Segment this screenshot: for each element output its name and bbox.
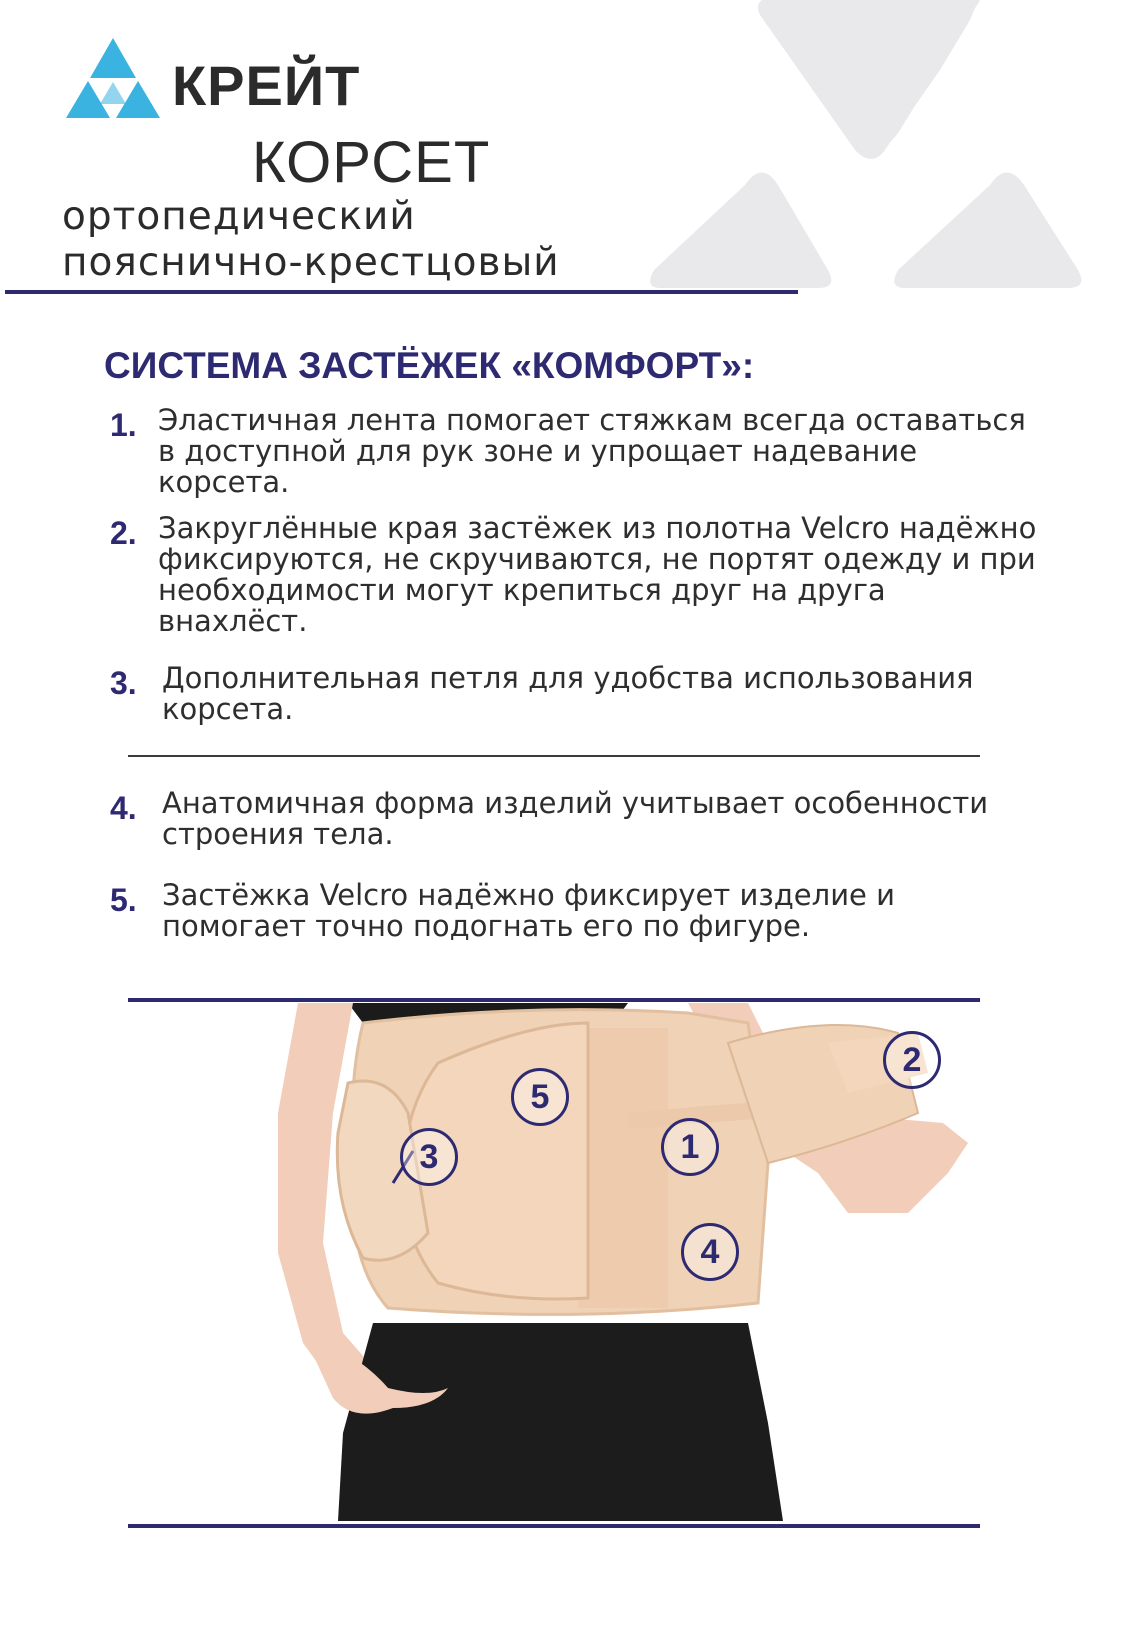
triangle-logo-icon [58,38,168,118]
brand-name: КРЕЙТ [172,54,361,117]
feature-number: 4. [110,790,137,826]
marker-badge-2: 2 [883,1031,941,1089]
product-subtitle-line2: пояснично-крестцовый [62,240,560,285]
section-divider [128,755,980,757]
marker-badge-3: 3 [400,1128,458,1186]
header-divider [5,290,798,294]
marker-badge-5: 5 [511,1068,569,1126]
feature-text: Закруглённые края застёжек из полотна Velcro надёжно фиксируются, не скручиваются, не портят одежду и при необходимости могут крепиться друг на друга внахлёст. [158,511,1037,638]
marker-badge-4: 4 [681,1223,739,1281]
photo-top-divider [128,998,980,1002]
feature-text: Застёжка Velcro надёжно фиксирует изделие и помогает точно подогнать его по фигуре. [162,878,895,943]
product-title: КОРСЕТ [252,130,491,195]
feature-number: 1. [110,407,137,443]
marker-badge-1: 1 [661,1118,719,1176]
feature-number: 2. [110,515,137,551]
feature-number: 5. [110,882,137,918]
photo-bottom-divider [128,1524,980,1528]
feature-number: 3. [110,665,137,701]
feature-text: Анатомичная форма изделий учитывает особенности строения тела. [162,786,989,851]
product-photo [128,1003,980,1521]
section-heading: СИСТЕМА ЗАСТЁЖЕК «КОМФОРТ»: [104,345,755,386]
product-subtitle-line1: ортопедический [62,194,416,239]
feature-text: Дополнительная петля для удобства использования корсета. [162,661,974,726]
decorative-triangles [650,0,1125,300]
feature-text: Эластичная лента помогает стяжкам всегда оставаться в доступной для рук зоне и упрощает надевание корсета. [158,403,1026,499]
